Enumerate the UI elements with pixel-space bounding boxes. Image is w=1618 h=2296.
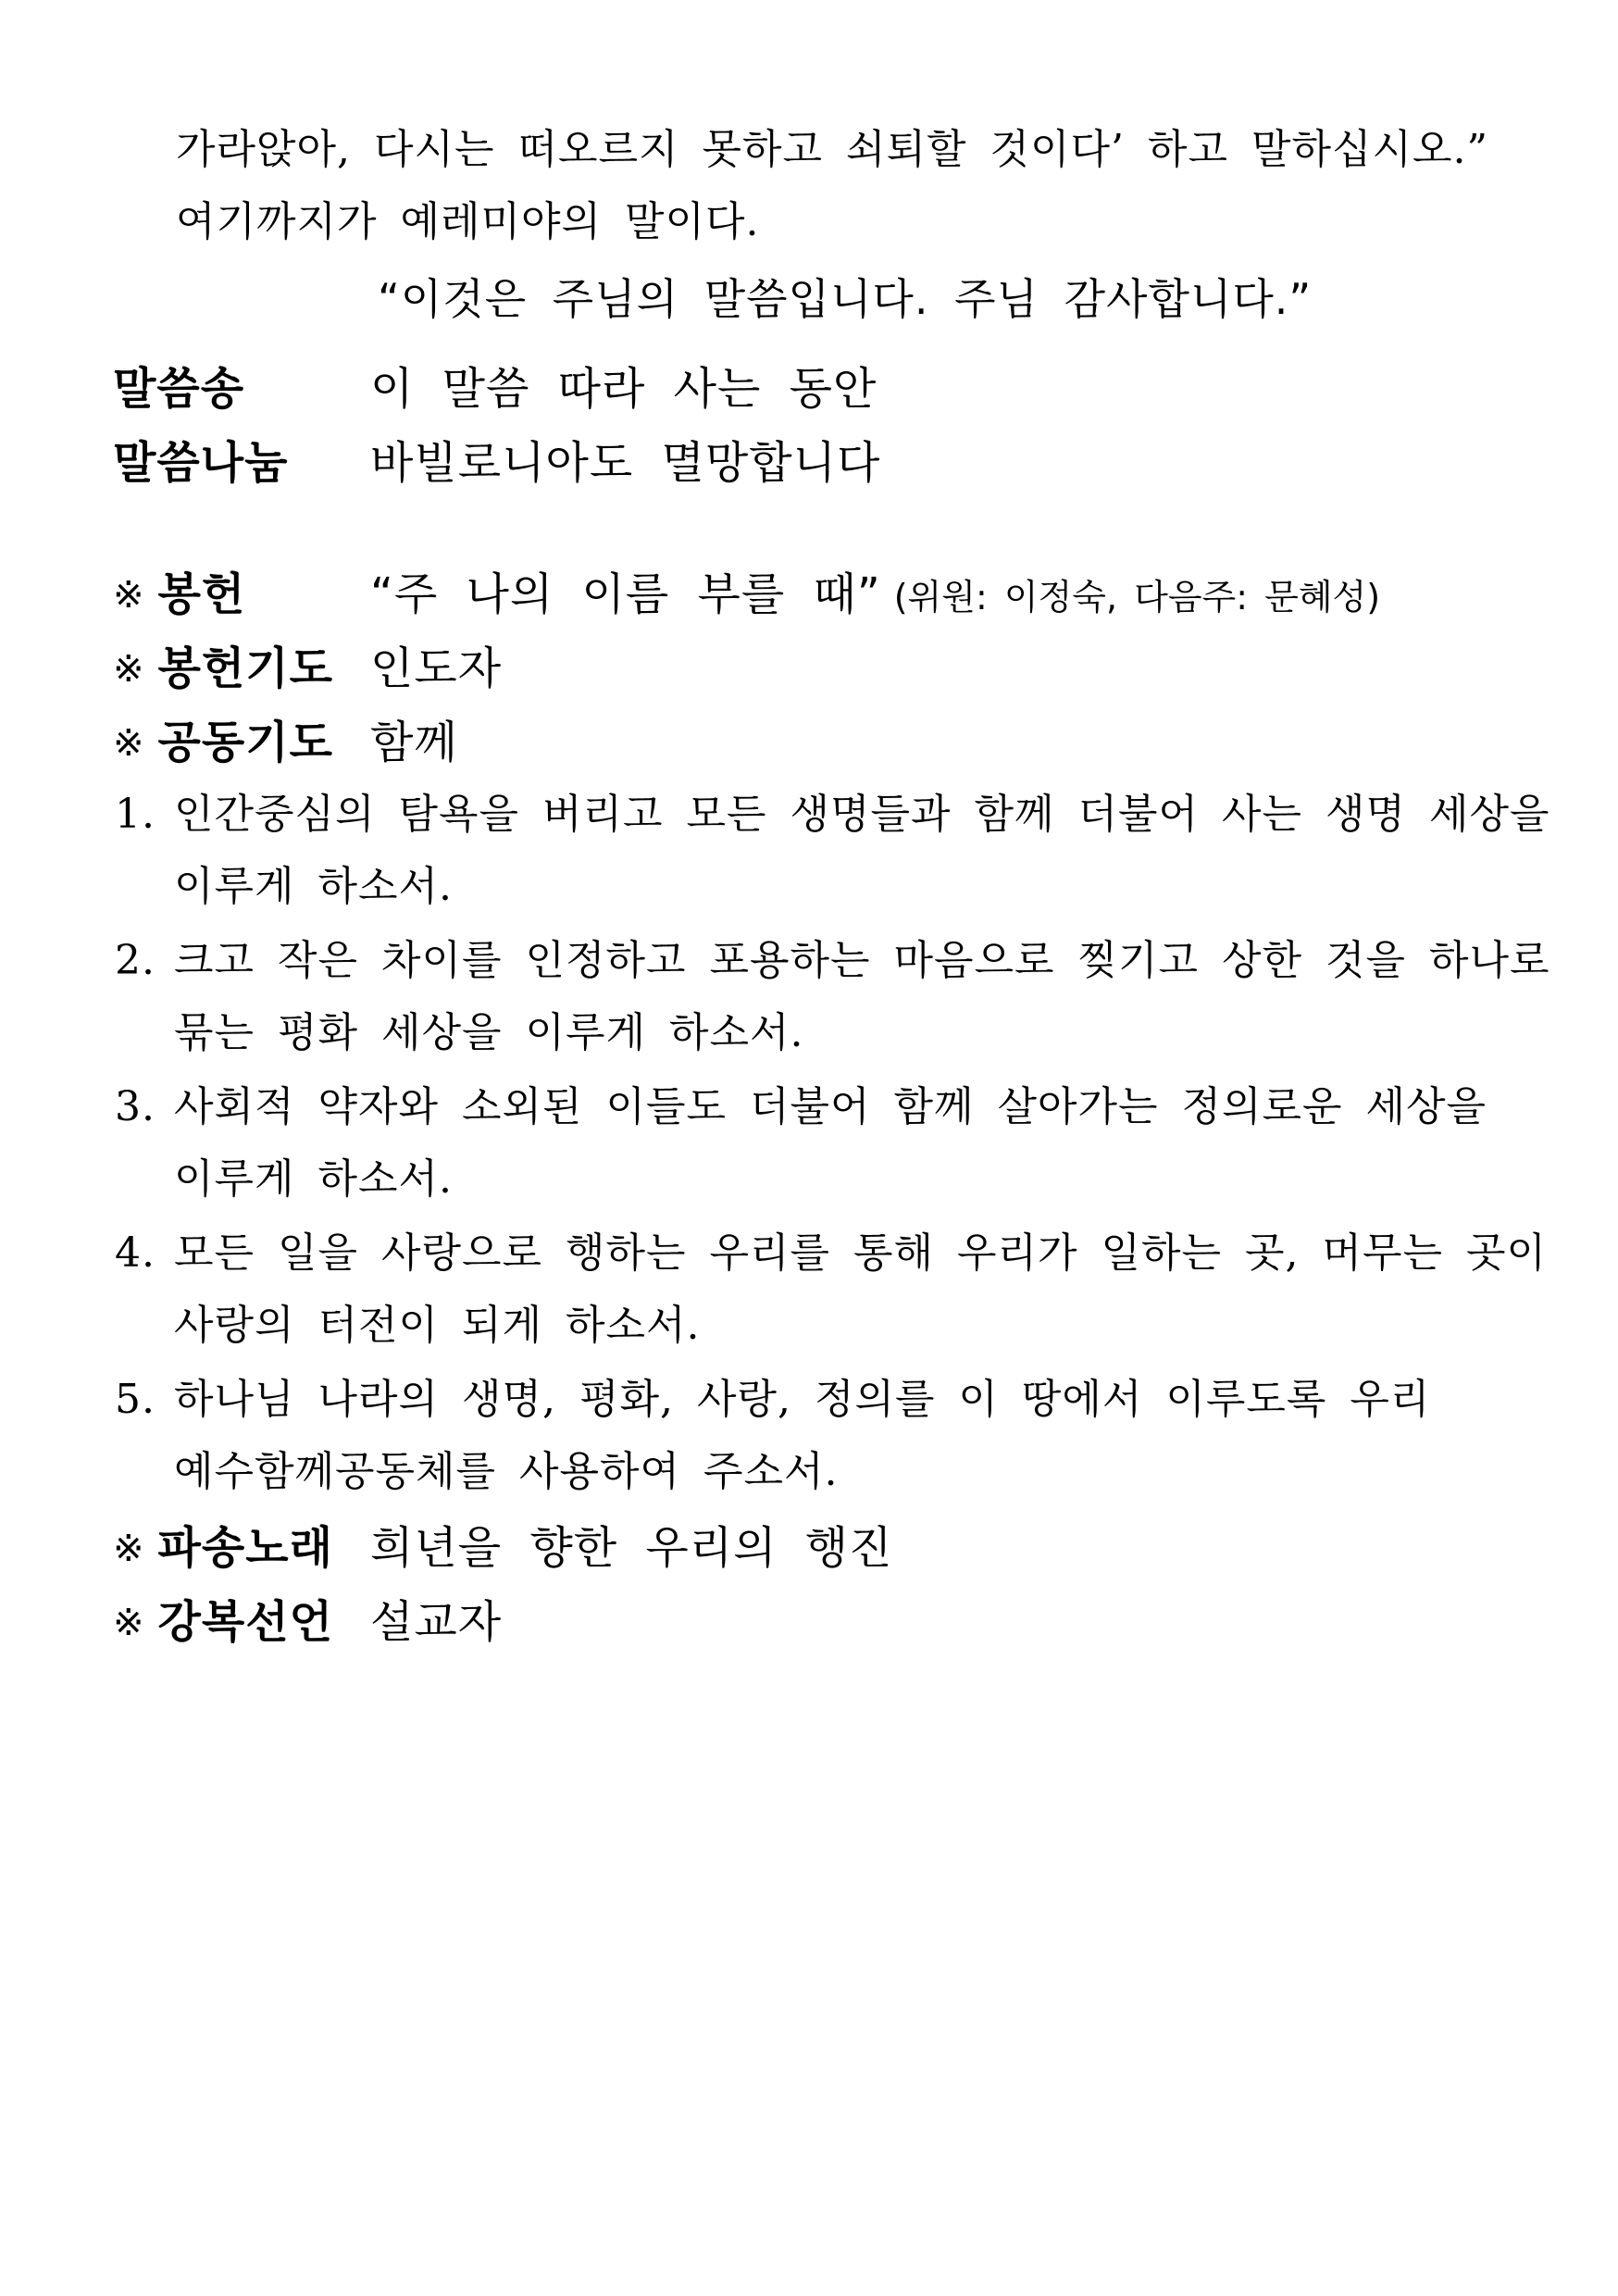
- prayer-item-1-line-2: 이루게 하소서.: [174, 863, 453, 910]
- standing-mark: ※: [113, 1528, 145, 1570]
- offering-prayer-label: 봉헌기도: [157, 643, 333, 694]
- benediction-label: 강복선언: [157, 1596, 333, 1648]
- prayer-number: 4.: [115, 1229, 156, 1277]
- prayer-item-1-line-1: 인간중심의 탐욕을 버리고 모든 생명들과 함께 더불어 사는 생명 세상을: [174, 791, 1550, 838]
- prayer-number: 2.: [115, 937, 156, 984]
- offering-prayer-value: 인도자: [370, 643, 503, 694]
- common-prayer-row-label: [113, 717, 333, 768]
- sermon-title: 바빌로니아도 멸망합니다: [370, 437, 881, 489]
- prayer-item-2-line-1: 크고 작은 차이를 인정하고 포용하는 마음으로 찢기고 상한 것을 하나로: [174, 937, 1550, 984]
- prayer-item-4-line-1: 모든 일을 사랑으로 행하는 우리를 통해 우리가 일하는 곳, 머무는 곳이: [174, 1229, 1547, 1277]
- scripture-response: “이것은 주님의 말씀입니다. 주님 감사합니다.”: [378, 274, 1313, 324]
- offering-label: 봉헌: [157, 568, 246, 620]
- prayer-item-3-line-1: 사회적 약자와 소외된 이들도 더불어 함께 살아가는 정의로운 세상을: [174, 1083, 1487, 1130]
- standing-mark: ※: [113, 574, 145, 617]
- common-prayer-label: 공동기도: [157, 717, 333, 768]
- word-song-label: 말씀송: [113, 363, 245, 415]
- prayer-item-3-line-2: 이루게 하소서.: [174, 1155, 453, 1203]
- sending-song-title: 희년을 향한 우리의 행진: [370, 1522, 893, 1574]
- benediction-value: 설교자: [370, 1596, 503, 1648]
- sermon-label: 말씀나눔: [113, 437, 289, 489]
- scripture-line-2: 여기까지가 예레미야의 말이다.: [176, 198, 760, 245]
- common-prayer-value: 함께: [370, 717, 458, 768]
- standing-mark: ※: [113, 722, 145, 765]
- prayer-item-5-line-2: 예수함께공동체를 사용하여 주소서.: [174, 1448, 839, 1495]
- prayer-number: 5.: [115, 1376, 156, 1423]
- prayer-number: 3.: [115, 1083, 156, 1130]
- standing-mark: ※: [113, 1602, 145, 1644]
- scripture-line-1: 가라앉아, 다시는 떠오르지 못하고 쇠퇴할 것이다’ 하고 말하십시오.”: [176, 126, 1488, 173]
- offering-song-title: “주 나의 이름 부를 때”: [370, 568, 881, 620]
- offering-note: (위원: 이정숙, 다음주: 문혜성): [893, 577, 1381, 618]
- offering-prayer-row-label: [113, 643, 333, 694]
- prayer-number: 1.: [115, 791, 156, 838]
- benediction-row-label: [113, 1596, 333, 1648]
- offering-row-label: [113, 568, 246, 620]
- standing-mark: ※: [113, 648, 145, 691]
- word-song-title: 이 말씀 따라 사는 동안: [370, 363, 877, 415]
- offering-row-value: [370, 568, 1381, 620]
- prayer-item-5-line-1: 하나님 나라의 생명, 평화, 사랑, 정의를 이 땅에서 이루도록 우리: [174, 1376, 1431, 1423]
- sending-song-row-label: [113, 1522, 333, 1574]
- prayer-item-4-line-2: 사랑의 터전이 되게 하소서.: [174, 1302, 701, 1349]
- prayer-item-2-line-2: 묶는 평화 세상을 이루게 하소서.: [174, 1009, 804, 1056]
- sending-song-label: 파송노래: [157, 1522, 333, 1574]
